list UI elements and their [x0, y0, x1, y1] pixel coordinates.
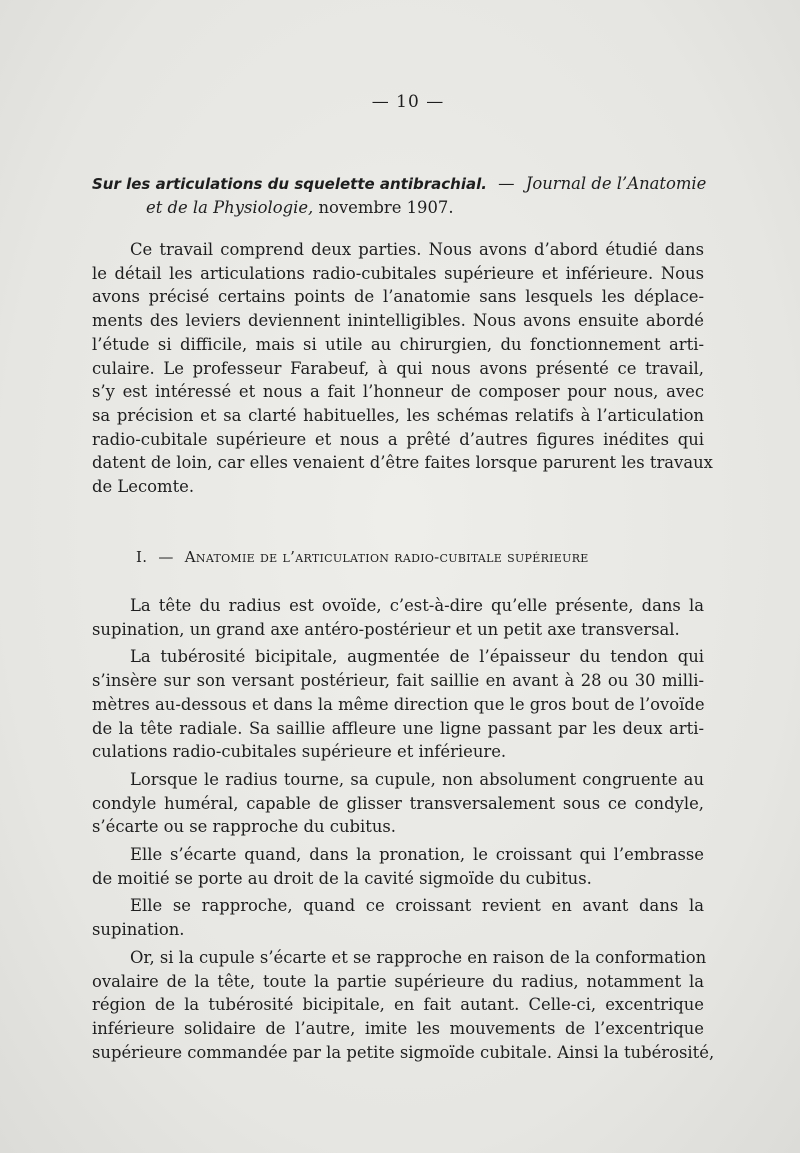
text-line: l’étude si difficile, mais si utile au chirurgien, du fonctionnement arti- — [92, 334, 704, 354]
section-body — [92, 594, 715, 1064]
paragraph — [92, 894, 704, 941]
paragraph — [92, 645, 704, 764]
text-line: supérieure commandée par la petite sigmoïde cubitale. Ainsi la tubérosité, — [92, 1042, 715, 1062]
text-line: inférieure solidaire de l’autre, imite les mouvements de l’excentrique — [92, 1018, 704, 1038]
text-line: de Lecomte. — [92, 477, 195, 497]
text-line: Elle se rapproche, quand ce croissant revient en avant dans la — [130, 896, 704, 916]
text-line: supination. — [92, 920, 185, 940]
article-title: Sur les articulations du squelette antibrachial. — [92, 175, 487, 193]
text-line: radio-cubitale supérieure et nous a prêté d’autres figures inédites qui — [92, 429, 704, 449]
text-line: région de la tubérosité bicipitale, en fait autant. Celle-ci, excentrique — [92, 995, 704, 1015]
publication-date: novembre 1907. — [318, 198, 454, 217]
text-line: culations radio-cubitales supérieure et inférieure. — [92, 742, 507, 762]
text-line: culaire. Le professeur Farabeuf, à qui nous avons présenté ce travail, — [92, 358, 704, 378]
text-line: s’y est intéressé et nous a fait l’honneur de composer pour nous, avec — [92, 382, 704, 402]
text-line: La tête du radius est ovoïde, c’est-à-dire qu’elle présente, dans la — [130, 596, 704, 615]
text-line: ovalaire de la tête, toute la partie supérieure du radius, notamment la — [92, 971, 704, 991]
text-line: ments des leviers deviennent inintelligibles. Nous avons ensuite abordé — [92, 311, 704, 331]
text-line: de moitié se porte au droit de la cavité sigmoïde du cubitus. — [92, 868, 592, 888]
text-line: Ce travail comprend deux parties. Nous avons d’abord étudié dans — [130, 240, 704, 259]
journal-name: Journal de l’Anatomie — [525, 174, 707, 193]
text-line: Elle s’écarte quand, dans la pronation, le croissant qui l’embrasse — [130, 845, 704, 865]
text-line: s’insère sur son versant postérieur, fait saillie en avant à 28 ou 30 milli- — [92, 671, 704, 691]
section-title: Anatomie de l’articulation radio-cubitale supérieure — [184, 548, 589, 566]
intro-paragraph — [92, 238, 713, 499]
text-line: supination, un grand axe antéro-postérieur et un petit axe transversal. — [92, 619, 680, 639]
text-line: le détail les articulations radio-cubitales supérieure et inférieure. Nous — [92, 263, 704, 283]
text-line: de la tête radiale. Sa saillie affleure une ligne passant par les deux arti- — [92, 718, 704, 738]
text-line: sa précision et sa clarté habituelles, les schémas relatifs à l’articulation — [92, 405, 704, 425]
text-line: avons précisé certains points de l’anatomie sans lesquels les déplace- — [92, 287, 704, 307]
citation-dash: — — [498, 174, 515, 193]
paragraph — [92, 946, 715, 1065]
journal-name-continued: et de la Physiologie, — [146, 198, 314, 217]
text-line: condyle huméral, capable de glisser transversalement sous ce condyle, — [92, 793, 704, 813]
paragraph — [92, 768, 704, 839]
paragraph — [92, 594, 704, 641]
citation-line-1 — [92, 172, 710, 196]
text-line: Lorsque le radius tourne, sa cupule, non absolument congruente au — [130, 769, 704, 789]
section-dash: — — [158, 548, 174, 566]
text-line: Or, si la cupule s’écarte et se rapproche en raison de la conformation — [130, 947, 707, 967]
section-numeral: I. — [136, 548, 148, 566]
section-heading — [136, 548, 589, 566]
paragraph — [92, 843, 704, 890]
intro-section — [92, 238, 713, 499]
page-number: — 10 — — [371, 92, 445, 112]
text-line: s’écarte ou se rapproche du cubitus. — [92, 817, 396, 837]
text-line: La tubérosité bicipitale, augmentée de l’épaisseur du tendon qui — [130, 647, 704, 667]
bibliographic-citation — [92, 172, 710, 220]
text-line: datent de loin, car elles venaient d’être faites lorsque parurent les travaux — [92, 453, 713, 473]
text-line: mètres au-dessous et dans la même direction que le gros bout de l’ovoïde — [92, 694, 705, 714]
citation-line-2 — [92, 196, 710, 220]
